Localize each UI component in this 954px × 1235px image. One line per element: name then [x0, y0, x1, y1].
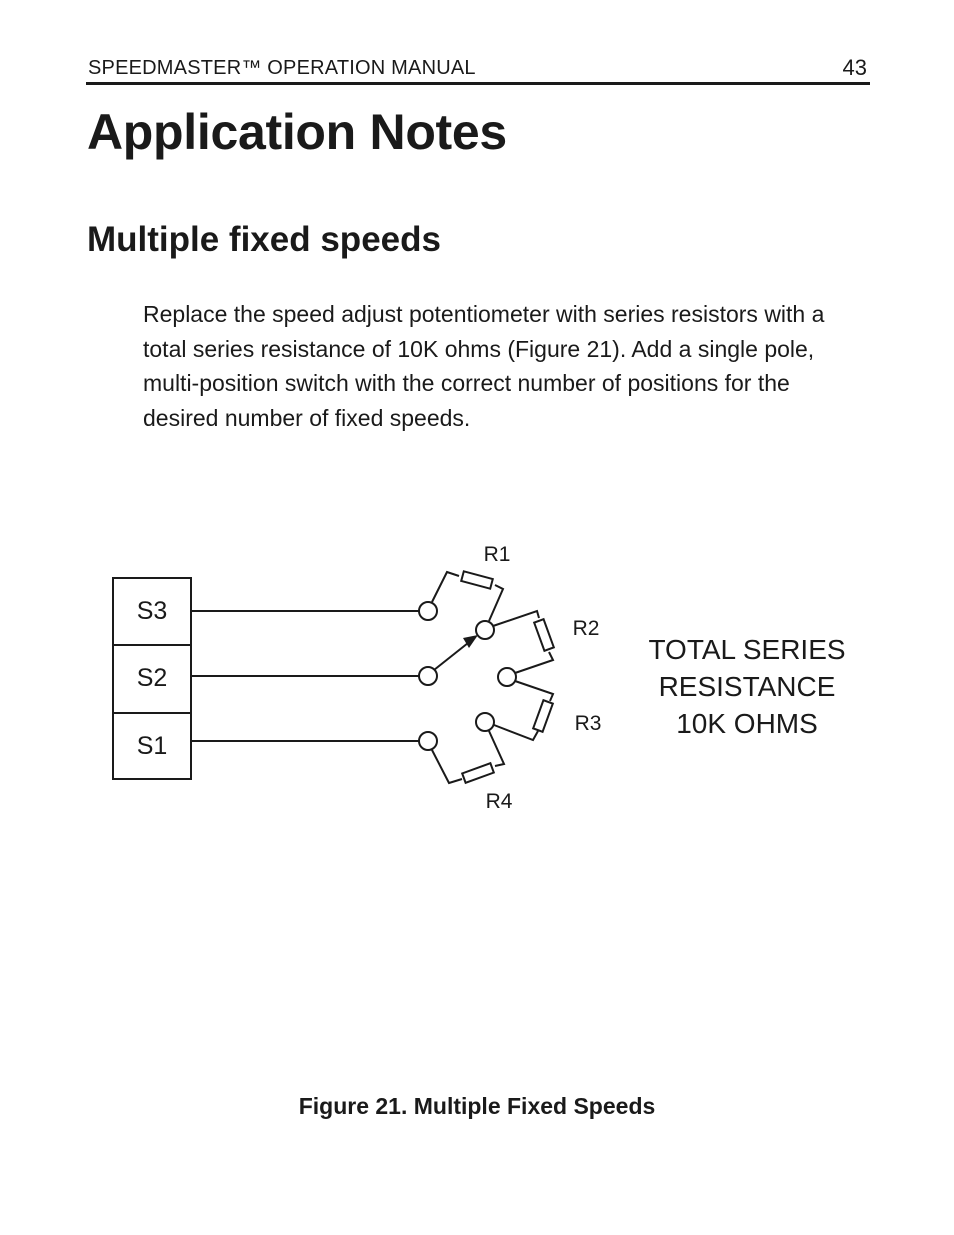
switch-contact: [419, 602, 437, 620]
section-body: Replace the speed adjust potentiometer with series resistors with a total series resistance of 10K ohms (Figure 21). Add a single pole, multi-position switch with the correct number of positions for the desired number of fixed speeds.: [143, 301, 825, 431]
figure-caption: Figure 21. Multiple Fixed Speeds: [298, 1093, 656, 1119]
r3-resistor: [533, 700, 553, 732]
switch-contact: [498, 668, 516, 686]
r3-lead: [494, 725, 538, 740]
section-title: Multiple fixed speeds: [87, 220, 441, 259]
terminal-label-s1: S1: [136, 732, 168, 760]
r1-lead: [432, 572, 459, 602]
r2-lead: [493, 611, 539, 626]
switch-contact: [419, 732, 437, 750]
switch-contact: [476, 713, 494, 731]
r1-lead: [489, 585, 503, 621]
r2-lead: [515, 652, 553, 673]
terminal-label-s2: S2: [136, 664, 168, 692]
r2-resistor: [534, 619, 554, 651]
r1-resistor: [461, 571, 493, 588]
note-line-3: 10K OHMS: [676, 708, 818, 739]
r4-lead: [489, 731, 504, 766]
manual-title: SPEEDMASTER™ OPERATION MANUAL: [88, 57, 476, 79]
note-line-2: RESISTANCE: [658, 671, 836, 702]
resistor-label-r1: R1: [483, 543, 511, 566]
resistor-label-r3: R3: [574, 712, 602, 735]
switch-contact: [476, 621, 494, 639]
page-number: 43: [842, 55, 867, 80]
page-title: Application Notes: [87, 104, 507, 160]
switch-wiper: [434, 643, 468, 670]
r4-resistor: [462, 763, 494, 783]
resistor-label-r2: R2: [572, 617, 600, 640]
note-line-1: TOTAL SERIES: [648, 634, 846, 665]
terminal-label-s3: S3: [136, 597, 168, 625]
r4-lead: [432, 750, 462, 783]
r3-lead: [515, 681, 553, 701]
resistor-label-r4: R4: [485, 790, 513, 813]
